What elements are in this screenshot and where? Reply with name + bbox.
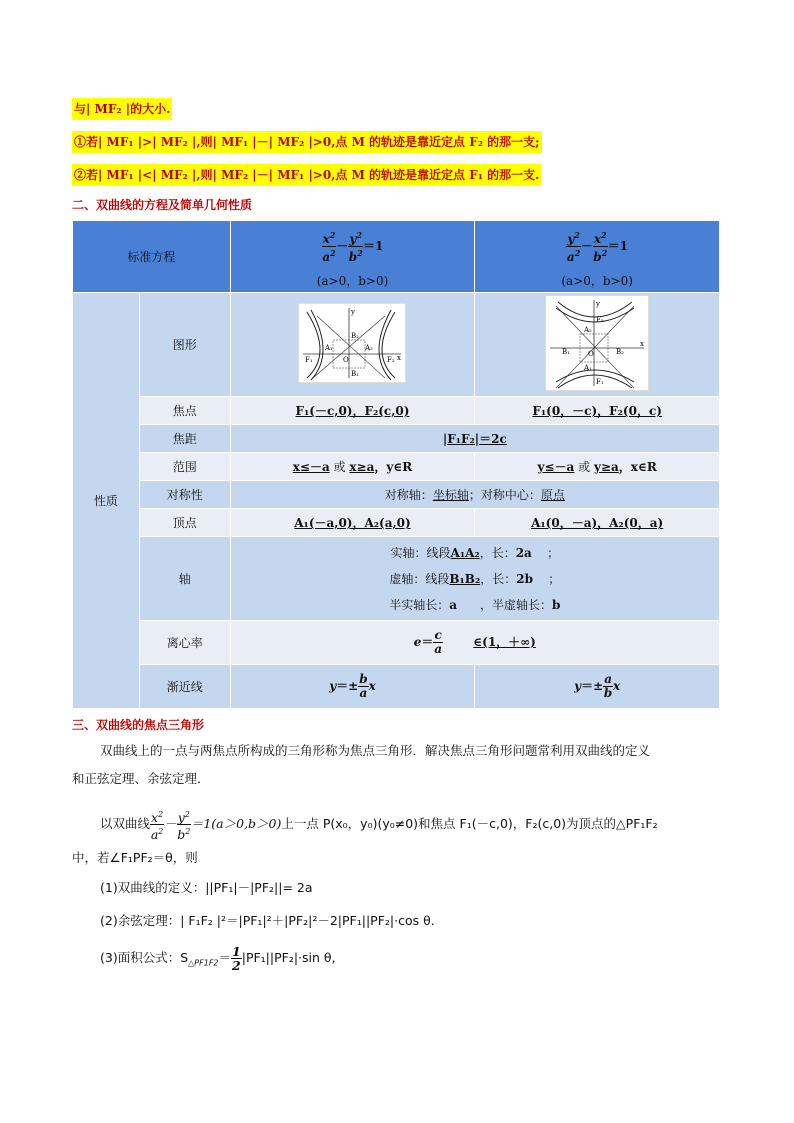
standard-equation-header: 标准方程 (73, 221, 231, 293)
equation-horizontal-condition: (a>0，b>0) (316, 273, 389, 288)
real-axis: 实轴：线段A₁A₂，长：2a ； (390, 545, 560, 560)
svg-text:F₁: F₁ (305, 356, 314, 364)
svg-text:x: x (397, 354, 402, 362)
row-label-focal-distance: 焦距 (139, 425, 230, 453)
range-vertical: y≤－a 或 y≥a，x∈R (475, 453, 720, 481)
hyperbola-horizontal-figure (298, 303, 406, 383)
svg-text:F₁: F₁ (596, 378, 604, 386)
svg-text:B₂: B₂ (351, 332, 360, 340)
symmetry-value: 对称轴：坐标轴；对称中心：原点 (230, 481, 719, 509)
svg-text:A₁: A₁ (325, 344, 334, 352)
equation-vertical: $\frac{y^2}{a^2}$ － $\frac{x^2}{b^2}$ ＝1 (a>0，b>0) (475, 221, 720, 293)
section-2-title: 二、双曲线的方程及简单几何性质 (72, 198, 253, 212)
equation-horizontal: $\frac{x^2}{a^2}$ － $\frac{y^2}{b^2}$ ＝1 (a>0，b>0) (230, 221, 475, 293)
paragraph-1-line-1: 双曲线上的一点与两焦点所构成的三角形称为焦点三角形．解决焦点三角形问题常利用双曲线的定义 (100, 743, 651, 758)
graph-vertical (475, 293, 720, 397)
paragraph-2-line-1: 以双曲线 $\frac{x^2}{a^2}$ － $\frac{y^2}{b^2}$ ＝1(a＞0,b＞0)上一点 P(x₀，y₀)(y₀≠0)和焦点 F₁(－c,0)，F₂(c,0)为顶点的△PF₁F₂ (100, 810, 658, 843)
row-label-graph: 图形 (139, 293, 230, 397)
svg-text:O: O (343, 356, 350, 364)
svg-text:F₂: F₂ (387, 356, 396, 364)
paragraph-1-line-2: 和正弦定理、余弦定理． (72, 771, 210, 786)
svg-text:O: O (588, 350, 594, 358)
svg-text:y: y (596, 300, 601, 308)
vertex-vertical: A₁(0，－a)，A₂(0，a) (531, 516, 664, 530)
item-3-area-formula: (3)面积公式：$S_{\triangle PF1F2}=$ $\frac{1}{2}$ |PF₁||PF₂|·sin θ, (100, 944, 336, 973)
row-label-asymptote: 渐近线 (139, 665, 230, 709)
asymptote-vertical: y＝± $\frac{a}{b}$ x (475, 665, 720, 709)
focus-vertical: F₁(0，－c)，F₂(0，c) (532, 404, 662, 418)
svg-text:A₂: A₂ (365, 344, 374, 352)
range-horizontal: x≤－a 或 x≥a，y∈R (230, 453, 475, 481)
asymptote-horizontal: y＝± $\frac{b}{a}$ x (230, 665, 475, 709)
hyperbola-vertical-figure (545, 295, 649, 391)
item-1-definition: (1)双曲线的定义：||PF₁|－|PF₂||= 2a (100, 880, 313, 895)
half-axis: 半实轴长：a ，半虚轴长：b (389, 597, 561, 612)
eccentricity-value: e＝ $\frac{c}{a}$ ∈(1，＋∞) (230, 621, 719, 665)
highlight-line-3: ②若| MF₁ |<| MF₂ |,则| MF₂ |－| MF₁ |>0,点 M 的轨迹是靠近定点 F₁ 的那一支. (72, 164, 541, 186)
row-label-eccentricity: 离心率 (139, 621, 230, 665)
row-label-range: 范围 (139, 453, 230, 481)
svg-text:y: y (351, 308, 356, 316)
svg-text:B₁: B₁ (562, 348, 571, 356)
row-label-vertex: 顶点 (139, 509, 230, 537)
svg-text:x: x (640, 340, 645, 348)
paragraph-2-line-2: 中，若∠F₁PF₂＝θ，则 (72, 850, 198, 865)
svg-text:A₂: A₂ (584, 326, 593, 334)
row-label-focus: 焦点 (139, 397, 230, 425)
focus-horizontal: F₁(－c,0)，F₂(c,0) (295, 404, 410, 418)
row-label-symmetry: 对称性 (139, 481, 230, 509)
highlight-line-2: ①若| MF₁ |>| MF₂ |,则| MF₁ |－| MF₂ |>0,点 M 的轨迹是靠近定点 F₂ 的那一支; (72, 131, 542, 153)
graph-horizontal (230, 293, 475, 397)
svg-text:F₂: F₂ (596, 316, 604, 324)
equation-vertical-condition: (a>0，b>0) (561, 273, 633, 288)
item-2-cosine-law: (2)余弦定理：| F₁F₂ |²＝|PF₁|²＋|PF₂|²－2|PF₁||PF₂|·cos θ. (100, 913, 435, 928)
svg-text:B₁: B₁ (351, 370, 360, 378)
row-label-axis: 轴 (139, 537, 230, 621)
section-3-title: 三、双曲线的焦点三角形 (72, 718, 205, 732)
axis-values (230, 537, 719, 621)
svg-text:B₂: B₂ (616, 348, 625, 356)
imaginary-axis: 虚轴：线段B₁B₂，长：2b ； (389, 571, 561, 586)
svg-text:A₁: A₁ (584, 364, 593, 372)
highlight-line-1: 与| MF₂ |的大小. (72, 98, 172, 120)
focal-distance-value: |F₁F₂|＝2c (442, 432, 507, 446)
properties-label: 性质 (73, 293, 140, 709)
hyperbola-property-table (72, 220, 720, 709)
vertex-horizontal: A₁(－a,0)，A₂(a,0) (294, 516, 411, 530)
